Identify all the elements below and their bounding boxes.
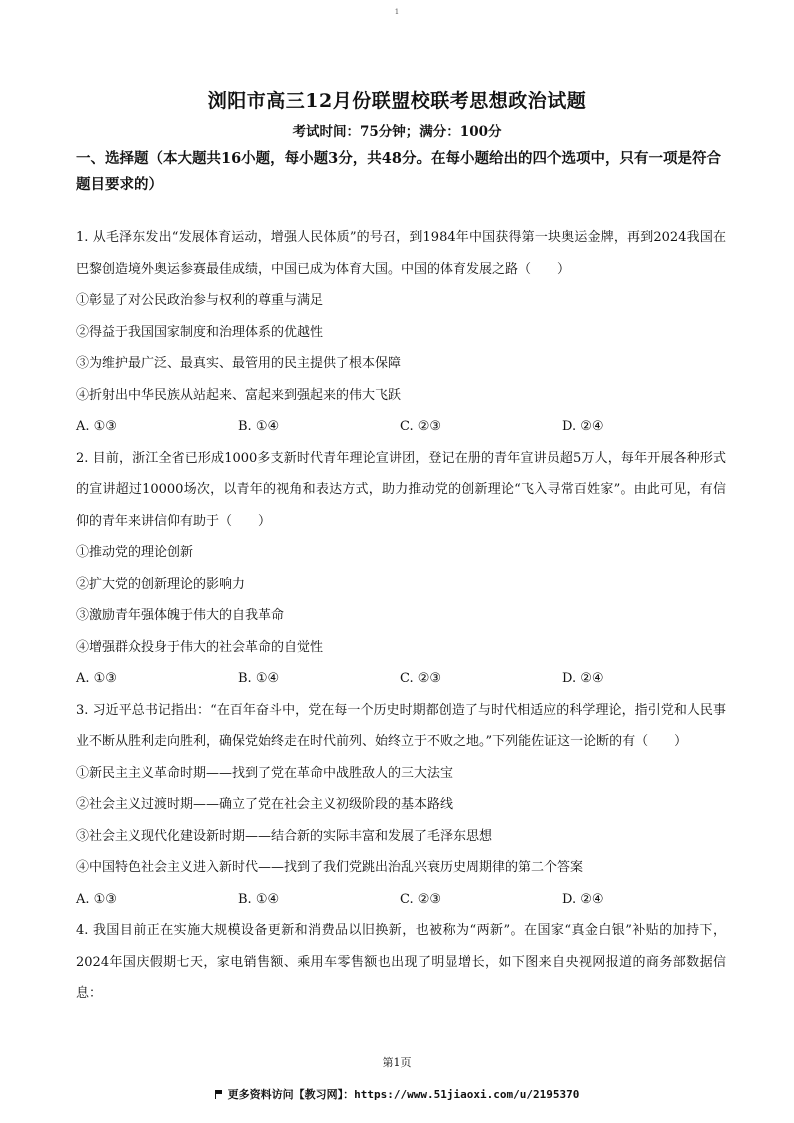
statement-option: ④增强群众投身于伟大的社会革命的自觉性 bbox=[76, 639, 324, 655]
page-number: 第1页 bbox=[382, 1056, 412, 1069]
choice-b: B. ①④ bbox=[238, 891, 280, 907]
answer-choices bbox=[76, 663, 726, 695]
statement-option: ①推动党的理论创新 bbox=[76, 545, 194, 560]
choice-a: A. ①③ bbox=[76, 419, 117, 434]
statement-option: ①新民主主义革命时期——找到了党在革命中战胜敌人的三大法宝 bbox=[76, 765, 454, 781]
statement-option: ②扩大党的创新理论的影响力 bbox=[76, 576, 246, 592]
questions-container bbox=[76, 222, 726, 1010]
statement-option: ①彰显了对公民政治参与权利的尊重与满足 bbox=[76, 293, 324, 308]
resource-link-text[interactable]: 更多资料访问【教习网】：https://www.51jiaoxi.com/u/2195370 bbox=[227, 1088, 580, 1101]
answer-choices bbox=[76, 411, 726, 443]
statement-option: ②社会主义过渡时期——确立了党在社会主义初级阶段的基本路线 bbox=[76, 797, 454, 812]
statement-option: ④中国特色社会主义进入新时代——找到了我们党跳出治乱兴衰历史周期律的第二个答案 bbox=[76, 860, 584, 875]
exam-info: 考试时间：75分钟；满分：100分 bbox=[292, 124, 502, 140]
choice-d: D. ②④ bbox=[562, 891, 604, 907]
section-heading: 一、选择题（本大题共16小题，每小题3分，共48分。在每小题给出的四个选项中，只有一项是符合题目要求的） bbox=[76, 150, 721, 193]
choice-c: C. ②③ bbox=[400, 419, 442, 434]
question-stem: 3. 习近平总书记指出：“在百年奋斗中，党在每一个历史时期都创造了与时代相适应的科学理论，指引党和人民事业不断从胜利走向胜利，确保党始终走在时代前列、始终立于不败之地。”下列能佐证这一论断的有（ ） bbox=[76, 702, 726, 749]
statement-option: ②得益于我国国家制度和治理体系的优越性 bbox=[76, 324, 324, 340]
question-stem: 2. 目前，浙江全省已形成1000多支新时代青年理论宣讲团，登记在册的青年宣讲员超5万人，每年开展各种形式的宣讲超过10000场次，以青年的视角和表达方式，助力推动党的创新理论“飞入寻常百姓家”。由此可见，有信仰的青年来讲信仰有助于（ ） bbox=[76, 450, 726, 529]
resource-banner[interactable] bbox=[0, 1086, 794, 1102]
statement-option: ④折射出中华民族从站起来、富起来到强起来的伟大飞跃 bbox=[76, 387, 402, 403]
choice-b: B. ①④ bbox=[238, 671, 280, 686]
answer-choices bbox=[76, 884, 726, 916]
question-2 bbox=[76, 443, 726, 695]
statement-option: ③为维护最广泛、最真实、最管用的民主提供了根本保障 bbox=[76, 356, 402, 371]
question-stem: 4. 我国目前正在实施大规模设备更新和消费品以旧换新，也被称为“两新”。在国家“真金白银”补贴的加持下，2024年国庆假期七天，家电销售额、乘用车零售额也出现了明显增长，如下图来自央视网报道的商务部数据信息： bbox=[76, 923, 726, 1001]
exam-title: 浏阳市高三12月份联盟校联考思想政治试题 bbox=[207, 90, 587, 112]
question-stem: 1. 从毛泽东发出“发展体育运动，增强人民体质”的号召，到1984年中国获得第一块奥运金牌，再到2024我国在巴黎创造境外奥运参赛最佳成绩，中国已成为体育大国。中国的体育发展之路（ ） bbox=[76, 230, 726, 277]
choice-d: D. ②④ bbox=[562, 419, 604, 434]
flag-icon bbox=[215, 1090, 224, 1099]
choice-b: B. ①④ bbox=[238, 419, 280, 434]
choice-d: D. ②④ bbox=[562, 671, 604, 686]
choice-a: A. ①③ bbox=[76, 671, 117, 686]
statement-option: ③社会主义现代化建设新时期——结合新的实际丰富和发展了毛泽东思想 bbox=[76, 828, 493, 844]
question-1 bbox=[76, 222, 726, 443]
choice-c: C. ②③ bbox=[400, 891, 442, 907]
question-4 bbox=[76, 915, 726, 1010]
choice-c: C. ②③ bbox=[400, 671, 442, 686]
choice-a: A. ①③ bbox=[76, 891, 117, 907]
page-top-mark: 1 bbox=[394, 8, 400, 16]
statement-option: ③激励青年强体魄于伟大的自我革命 bbox=[76, 608, 285, 623]
question-3 bbox=[76, 695, 726, 916]
